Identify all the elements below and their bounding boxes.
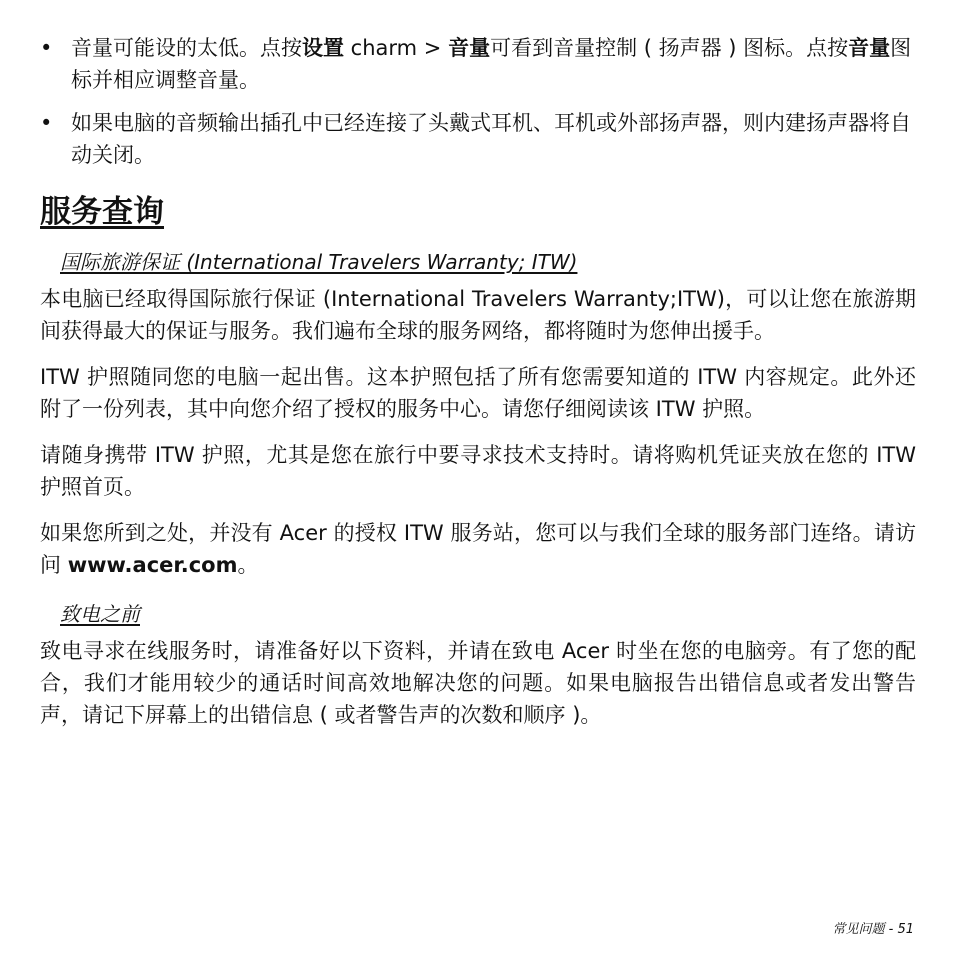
- bullet-dot-icon: •: [40, 111, 53, 135]
- page-footer: 常见问题 - 51: [832, 922, 914, 937]
- bullet-text-part: 可看到音量控制 ( 扬声器 ) 图标。点按: [490, 36, 849, 60]
- bullet-dot-icon: •: [40, 36, 53, 60]
- bullet-text-part: 音量可能设的太低。点按: [71, 36, 302, 60]
- itw-subtitle: 国际旅游保证 (International Travelers Warranty; ITW): [60, 250, 578, 274]
- itw-paragraph-2: ITW 护照随同您的电脑一起出售。这本护照包括了所有您需要知道的 ITW 内容规定。此外还附了一份列表，其中向您介绍了授权的服务中心。请您仔细阅读该 ITW 护照。: [40, 365, 916, 421]
- itw-paragraph-4-suffix: 。: [237, 553, 259, 577]
- bullet-item-headphones: [40, 107, 916, 171]
- section-title: 服务查询: [40, 194, 164, 230]
- bullet-text-part: 如果电脑的音频输出插孔中已经连接了头戴式耳机、耳机或外部扬声器，则内建扬声器将自动关闭。: [71, 111, 911, 167]
- itw-paragraph-4-prefix: 如果您所到之处，并没有 Acer 的授权 ITW 服务站，您可以与我们全球的服务部门连络。请访问: [40, 521, 916, 577]
- bullet-list: [40, 32, 916, 171]
- bullet-text-part: charm >: [344, 36, 449, 60]
- before-call-paragraph: 致电寻求在线服务时，请准备好以下资料，并请在致电 Acer 时坐在您的电脑旁。有了您的配合，我们才能用较少的通话时间高效地解决您的问题。如果电脑报告出错信息或者发出警告声，请记下屏幕上的出错信息 ( 或者警告声的次数和顺序 )。: [40, 639, 916, 727]
- before-call-subtitle: 致电之前: [60, 602, 140, 626]
- volume-term: 音量: [448, 36, 491, 60]
- itw-paragraph-4: [40, 517, 916, 581]
- acer-website-link[interactable]: www.acer.com: [67, 553, 238, 577]
- itw-paragraph-3: 请随身携带 ITW 护照，尤其是您在旅行中要寻求技术支持时。请将购机凭证夹放在您的 ITW 护照首页。: [40, 443, 916, 499]
- page-content: [40, 32, 916, 745]
- volume-term: 音量: [848, 36, 891, 60]
- bullet-text-part: 图标并相应调整音量。: [71, 36, 912, 92]
- bullet-item-volume: [40, 32, 916, 96]
- itw-paragraph-1: 本电脑已经取得国际旅行保证 (International Travelers Warranty;ITW)，可以让您在旅游期间获得最大的保证与服务。我们遍布全球的服务网络，都将随时为您伸出援手。: [40, 287, 916, 343]
- settings-term: 设置: [302, 36, 344, 60]
